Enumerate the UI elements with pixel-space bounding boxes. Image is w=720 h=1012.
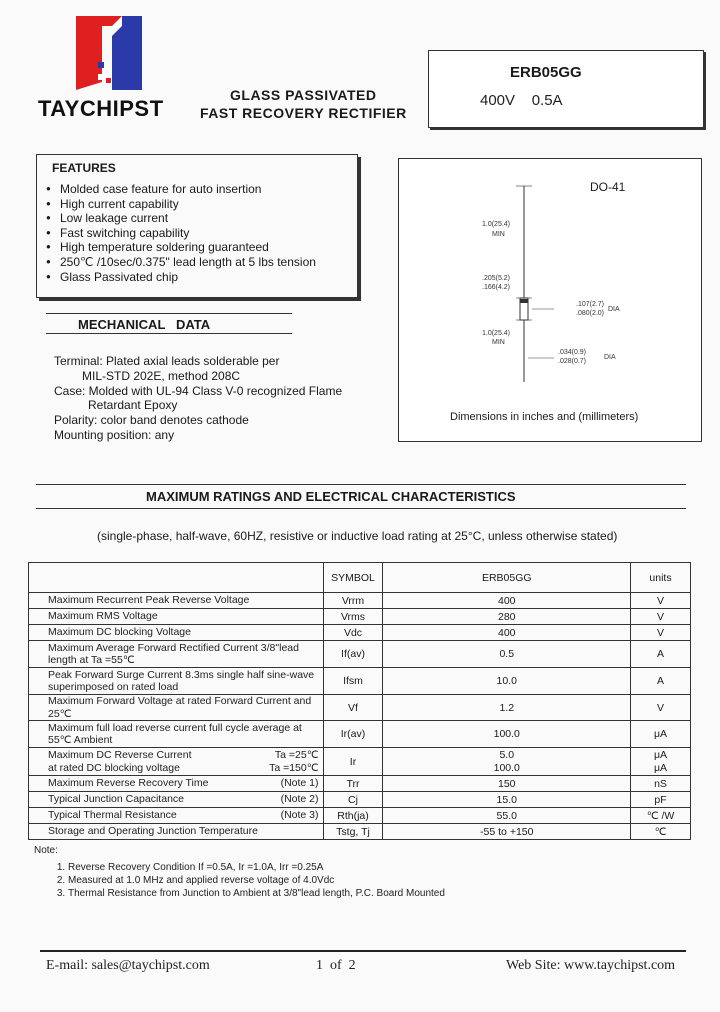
unit-cell: nS [631, 776, 691, 792]
value-cell: 100.0 [383, 721, 631, 748]
symbol-cell: If(av) [323, 641, 383, 668]
features-title: FEATURES [52, 161, 116, 175]
symbol-cell: Vf [323, 695, 383, 721]
feature-item: ● High current capability [46, 197, 316, 212]
voltage-current-rating: 400V 0.5A [480, 92, 563, 109]
mechanical-title: MECHANICAL DATA [78, 317, 211, 332]
table-row [29, 808, 691, 824]
reverse-line-2 [48, 762, 319, 775]
divider [36, 484, 686, 485]
unit-cell: ℃ [631, 824, 691, 840]
param-cell [29, 748, 324, 776]
symbol-cell: Rth(ja) [323, 808, 383, 824]
value-cell: 15.0 [383, 792, 631, 808]
unit-cell: A [631, 668, 691, 695]
dim-min-bottom: MIN [492, 339, 505, 346]
table-row [29, 668, 691, 695]
value-cell: 280 [383, 609, 631, 625]
value-cell [383, 748, 631, 776]
divider [46, 313, 292, 314]
features-list [46, 182, 316, 284]
footer-page-number: 1 of 2 [316, 958, 356, 973]
dim-lead-dia-b: .028(0.7) [558, 358, 587, 365]
param-label: Maximum Reverse Recovery Time [48, 777, 209, 790]
table-row [29, 824, 691, 840]
product-title-line2: FAST RECOVERY RECTIFIER [200, 105, 407, 121]
param-label: Typical Thermal Resistance [48, 809, 177, 822]
header-units: units [631, 563, 691, 593]
value-cell: -55 to +150 [383, 824, 631, 840]
param-label: Typical Junction Capacitance [48, 793, 184, 806]
param-cell: Maximum Recurrent Peak Reverse Voltage [29, 593, 324, 609]
reverse-unit-2: μA [653, 761, 668, 774]
symbol-cell: Ir(av) [323, 721, 383, 748]
table-row [29, 609, 691, 625]
part-number: ERB05GG [510, 64, 582, 81]
dim-min-top: MIN [492, 231, 505, 238]
table-row [29, 721, 691, 748]
package-caption: Dimensions in inches and (millimeters) [450, 411, 639, 423]
unit-cell: V [631, 609, 691, 625]
param-cell: Maximum DC blocking Voltage [29, 625, 324, 641]
footer-email[interactable]: E-mail: sales@taychipst.com [46, 958, 210, 973]
dim-body-dia-a: .107(2.7) [576, 301, 605, 308]
param-cell [29, 776, 324, 792]
package-name: DO-41 [590, 180, 626, 194]
symbol-cell: Trr [323, 776, 383, 792]
feature-item: ● Molded case feature for auto insertion [46, 182, 316, 197]
mech-line: Terminal: Plated axial leads solderable per [54, 354, 280, 368]
symbol-cell: Ifsm [323, 668, 383, 695]
value-cell: 55.0 [383, 808, 631, 824]
feature-item: ● Fast switching capability [46, 226, 316, 241]
value-cell: 400 [383, 625, 631, 641]
symbol-cell: Cj [323, 792, 383, 808]
symbol-cell: Vdc [323, 625, 383, 641]
mech-line: Retardant Epoxy [88, 398, 178, 413]
table-row [29, 748, 691, 776]
notes-title: Note: [34, 845, 58, 856]
footer-divider [40, 950, 686, 952]
table-row [29, 792, 691, 808]
table-row [29, 625, 691, 641]
mechanical-data [54, 354, 342, 443]
unit-cell: V [631, 695, 691, 721]
reverse-cond-2: Ta =150℃ [269, 761, 319, 774]
dim-lead-length-bottom: 1.0(25.4) [482, 330, 511, 337]
divider [36, 508, 686, 509]
unit-cell: μA [631, 721, 691, 748]
table-header-row [29, 563, 691, 593]
feature-item: ● High temperature soldering guaranteed [46, 240, 316, 255]
note-item: 2. Measured at 1.0 MHz and applied reverse voltage of 4.0Vdc [68, 874, 445, 887]
table-row [29, 776, 691, 792]
mech-line: Case: Molded with UL-94 Class V-0 recognized Flame [54, 383, 343, 398]
reverse-unit-1: μA [653, 748, 668, 761]
value-cell: 1.2 [383, 695, 631, 721]
value-cell: 150 [383, 776, 631, 792]
param-cell: Peak Forward Surge Current 8.3ms single half sine-wave superimposed on rated load [29, 668, 324, 695]
unit-cell: A [631, 641, 691, 668]
param-label: Storage and Operating Junction Temperature [48, 825, 258, 838]
feature-item: ● Glass Passivated chip [46, 270, 316, 285]
value-cell: 10.0 [383, 668, 631, 695]
reverse-cond-1: Ta =25℃ [274, 749, 319, 761]
dim-dia-label-2: DIA [604, 354, 616, 361]
divider [46, 333, 292, 334]
do41-outline-drawing [470, 180, 620, 390]
reverse-label-2: at rated DC blocking voltage [48, 761, 180, 774]
dim-lead-length-top: 1.0(25.4) [482, 221, 511, 228]
table-row [29, 695, 691, 721]
table-row [29, 641, 691, 668]
ratings-title: MAXIMUM RATINGS AND ELECTRICAL CHARACTERISTICS [146, 489, 516, 504]
param-cell [29, 808, 324, 824]
ratings-conditions: (single-phase, half-wave, 60HZ, resistive or inductive load rating at 25°C, unless otherwise stated) [97, 529, 618, 543]
unit-cell: pF [631, 792, 691, 808]
mech-line: MIL-STD 202E, method 208C [82, 368, 241, 383]
reverse-label-1: Maximum DC Reverse Current [48, 749, 192, 761]
symbol-cell: Tstg, Tj [323, 824, 383, 840]
header-blank [29, 563, 324, 593]
value-cell: 0.5 [383, 641, 631, 668]
param-note: (Note 2) [280, 793, 319, 806]
feature-item: ● Low leakage current [46, 211, 316, 226]
feature-item: ● 250℃ /10sec/0.375" lead length at 5 lbs tension [46, 255, 316, 270]
reverse-line-1 [48, 749, 319, 762]
param-cell: Maximum Forward Voltage at rated Forward Current and 25℃ [29, 695, 324, 721]
note-item: 3. Thermal Resistance from Junction to Ambient at 3/8"lead length, P.C. Board Mounted [68, 887, 445, 900]
reverse-value-2: 100.0 [493, 761, 520, 774]
dim-body-length-a: .205(5.2) [482, 275, 511, 282]
product-title-line1: GLASS PASSIVATED [230, 87, 377, 103]
value-cell: 400 [383, 593, 631, 609]
part-number-box [428, 50, 704, 128]
param-note: (Note 1) [280, 777, 319, 790]
param-cell: Maximum Average Forward Rectified Current 3/8"lead length at Ta =55℃ [29, 641, 324, 668]
symbol-cell: Vrms [323, 609, 383, 625]
param-cell: Maximum full load reverse current full cycle average at 55℃ Ambient [29, 721, 324, 748]
symbol-cell: Ir [323, 748, 383, 776]
param-cell [29, 824, 324, 840]
ratings-table [28, 562, 691, 840]
dim-dia-label: DIA [608, 306, 620, 313]
footer-website[interactable]: Web Site: www.taychipst.com [506, 958, 676, 973]
unit-cell [631, 748, 691, 776]
header-symbol: SYMBOL [323, 563, 383, 593]
notes-list [68, 861, 445, 900]
reverse-value-1: 5.0 [499, 748, 515, 761]
notes [34, 844, 445, 900]
unit-cell: ℃ /W [631, 808, 691, 824]
note-item: 1. Reverse Recovery Condition If =0.5A, Ir =1.0A, Irr =0.25A [68, 861, 445, 874]
symbol-cell: Vrrm [323, 593, 383, 609]
header-part: ERB05GG [383, 563, 631, 593]
company-logo [72, 14, 144, 92]
param-cell [29, 792, 324, 808]
param-cell: Maximum RMS Voltage [29, 609, 324, 625]
dim-lead-dia-a: .034(0.9) [558, 349, 587, 356]
mech-line: Polarity: color band denotes cathode [54, 413, 249, 428]
unit-cell: V [631, 593, 691, 609]
mech-line: Mounting position: any [54, 427, 175, 442]
dim-body-length-b: .166(4.2) [482, 284, 511, 291]
brand-name: TAYCHIPST [38, 96, 164, 121]
dim-body-dia-b: .080(2.0) [576, 310, 605, 317]
unit-cell: V [631, 625, 691, 641]
param-note: (Note 3) [280, 809, 319, 822]
table-row [29, 593, 691, 609]
